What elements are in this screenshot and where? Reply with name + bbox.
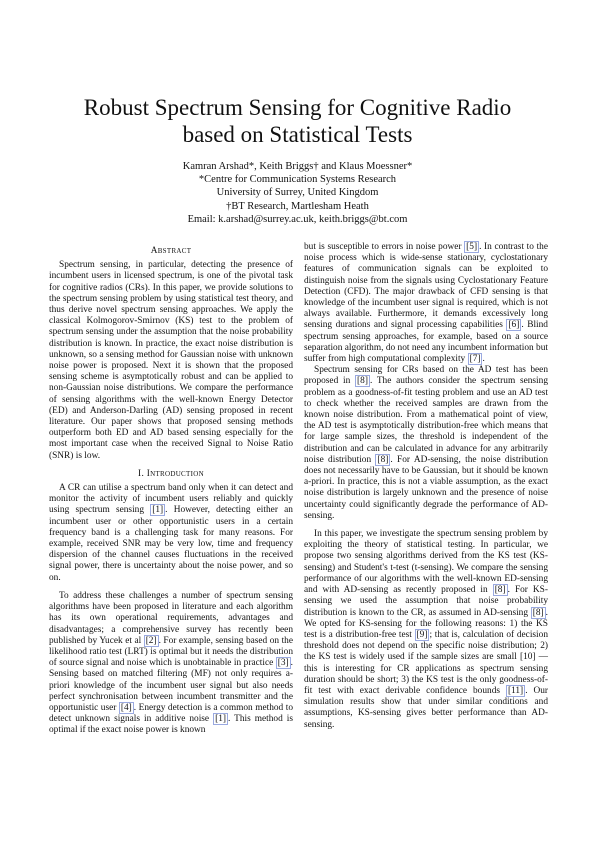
right-p3-text-a: In this paper, we investigate the spectrum sensing problem by exploiting the theory of statistical testing. In particular, we propose two sensing algorithms derived from the KS test (KS-sensing) and Student's t-test (t-sensing). We compare the sensing performance of our algorithms with the well-known ED-sensing and with AD-sensing as recently proposed in: [304, 529, 548, 596]
right-paragraph-2: [304, 365, 548, 522]
right-p3-text-b: . For KS-sensing we used the assumption that noise probability distribution is known to the CR, as assumed in AD-sensing: [304, 585, 548, 618]
intro-p1-text-a: A CR can utilise a spectrum band only when it can detect and monitor the activity of incumbent users reliably and quickly using spectrum sensing: [49, 483, 293, 516]
title-line-2: based on Statistical Tests: [182, 122, 413, 147]
abstract-text: Spectrum sensing, in particular, detecting the presence of incumbent users in licensed spectrum, is one of the pivotal task for cognitive radios (CRs). In this paper, we provide solutions to the spectrum sensing problem by using statistical test theory, and thus derive novel spectrum sensing approaches. We apply the classical Kolmogorov-Smirnov (KS) test to the problem of spectrum sensing under the assumption that the noise probability distribution is known. In practice, the exact noise distribution is unknown, so a sensing method for Gaussian noise with unknown noise power is proposed. Next it is shown that the proposed sensing scheme is asymptotically robust and can be applied to non-Gaussian noise distributions. We compare the performance of sensing algorithms with the well-known Energy Detector (ED) and Anderson-Darling (AD) sensing proposed in recent literature. Our paper shows that proposed sensing methods outperform both ED and AD based sensing especially for the most important case when the received Signal to Noise Ratio (SNR) is low.: [49, 260, 293, 461]
intro-p2-text-b: . For example, sensing based on the likelihood ratio test (LRT) is optimal but it needs the distribution of source signal and noise which is unobtainable in practice: [49, 635, 293, 669]
citation-link[interactable]: [7]: [469, 354, 481, 365]
citation-link[interactable]: [5]: [466, 242, 478, 252]
citation-link[interactable]: [3]: [277, 658, 289, 669]
citation-link[interactable]: [11]: [507, 685, 524, 696]
citation-link[interactable]: [6]: [508, 320, 520, 331]
right-column: [304, 242, 548, 731]
affiliation-3: †BT Research, Martlesham Heath: [226, 200, 369, 212]
paper-title: [40, 94, 555, 148]
right-paragraph-3: [304, 529, 548, 731]
right-p1-text-d: .: [482, 354, 485, 365]
intro-heading: I. Introduction: [138, 468, 204, 479]
intro-p2-text-e: . This method is optimal if the exact noise power is known: [49, 714, 293, 736]
citation-link[interactable]: [9]: [416, 629, 428, 640]
right-p2-text-c: . For AD-sensing, the noise distribution does not necessarily have to be Gaussian, but it should be known a-priori. In practice, this is not a viable assumption, as the exact noise distribution is largely unknown and the presence of noise uncertainty could significantly degrade the performance of AD-sensing.: [304, 454, 548, 521]
affiliation-2: University of Surrey, United Kingdom: [216, 187, 379, 199]
right-p1-text-b: . In contrast to the noise process which is wide-sense stationary, cyclostationary features of communication signals can be exploited to distinguish noise from the signals using Cyclostationary Feature Detection (CFD). The major drawback of CFD sensing is that knowledge of the incumbent user signal is required, which is not always available. Furthermore, it demands excessively long sensing durations and signal processing capabilities: [304, 242, 548, 331]
author-names: Kamran Arshad*, Keith Briggs† and Klaus Moessner*: [182, 161, 413, 172]
intro-p1-text-b: . However, detecting either an incumbent user or other opportunistic users in a certain frequency band is a challenging task for many reasons. For example, received SNR may be very low, time and frequency dispersion of the channel causes fluctuations in the received signal power, there is uncertainty about the noise power, and so on.: [49, 505, 293, 583]
right-paragraph-1: [304, 242, 548, 365]
author-email: Email: k.arshad@surrey.ac.uk, keith.briggs@bt.com: [187, 213, 408, 225]
abstract-heading: Abstract: [150, 246, 192, 256]
left-column: [49, 240, 293, 737]
right-p3-text-c: . We opted for KS-sensing for the following reasons: 1) the KS test is a distribution-free test: [304, 607, 548, 640]
right-p3-text-d: ; that is, calculation of decision threshold does not depend on the specific noise distribution; 2) the KS test is widely used if the sample sizes are small [10] — this is interesting for CR applications as spectrum sensing duration should be short; 3) the KS test is the only goodness-of-fit test with exact derivable confidence bounds: [304, 629, 548, 696]
citation-link[interactable]: [8]: [357, 376, 368, 387]
right-p3-text-e: . Our simulation results show that under similar conditions and assumptions, KS-sensing gives better performance than AD-sensing.: [304, 685, 548, 730]
intro-paragraph-1: [49, 483, 293, 584]
intro-p2-text-d: . Energy detection is a common method to detect unknown signals in additive noise: [49, 702, 293, 725]
intro-p2-text-c: . Sensing based on matched filtering (MF) not only requires a-priori knowledge of the incumbent user signal but also needs perfect synchronisation between incumbent transmitter and the opportunistic user: [49, 658, 293, 713]
right-p2-text-a: Spectrum sensing for CRs based on the AD test has been proposed in: [304, 365, 548, 387]
right-p1-text-a: but is susceptible to errors in noise power: [304, 242, 465, 252]
intro-p2-text-a: To address these challenges a number of spectrum sensing algorithms have been proposed in literature and each algorithm has its own operational requirements, advantages and disadvantages; a comprehensive survey has recently been published by Yucek et al: [49, 590, 293, 646]
intro-paragraph-2: [49, 591, 293, 737]
affiliation-1: *Centre for Communication Systems Research: [198, 174, 397, 186]
citation-link[interactable]: [2]: [145, 635, 157, 646]
right-p2-text-b: . The authors consider the spectrum sensing problem as a goodness-of-fit testing problem and use an AD test to check whether the received samples are drawn from the known noise distribution. From a mathematical point of view, the AD test is asymptotically distribution-free which means that for large sample sizes, the threshold is independent of the distribution and can be calculated in advance for any arbitrarily noise distribution: [304, 376, 548, 465]
citation-link[interactable]: [8]: [532, 607, 544, 618]
citation-link[interactable]: [1]: [215, 714, 226, 725]
right-p1-text-c: . Blind spectrum sensing approaches, for example, based on a source separation algorithm, do not need any incumbent information but suffer from high computational complexity: [304, 320, 548, 365]
citation-link[interactable]: [1]: [152, 505, 164, 516]
title-line-1: Robust Spectrum Sensing for Cognitive Radio: [83, 95, 512, 120]
citation-link[interactable]: [4]: [120, 702, 132, 713]
citation-link[interactable]: [8]: [494, 585, 506, 596]
author-block: [40, 160, 555, 226]
citation-link[interactable]: [8]: [377, 454, 389, 465]
